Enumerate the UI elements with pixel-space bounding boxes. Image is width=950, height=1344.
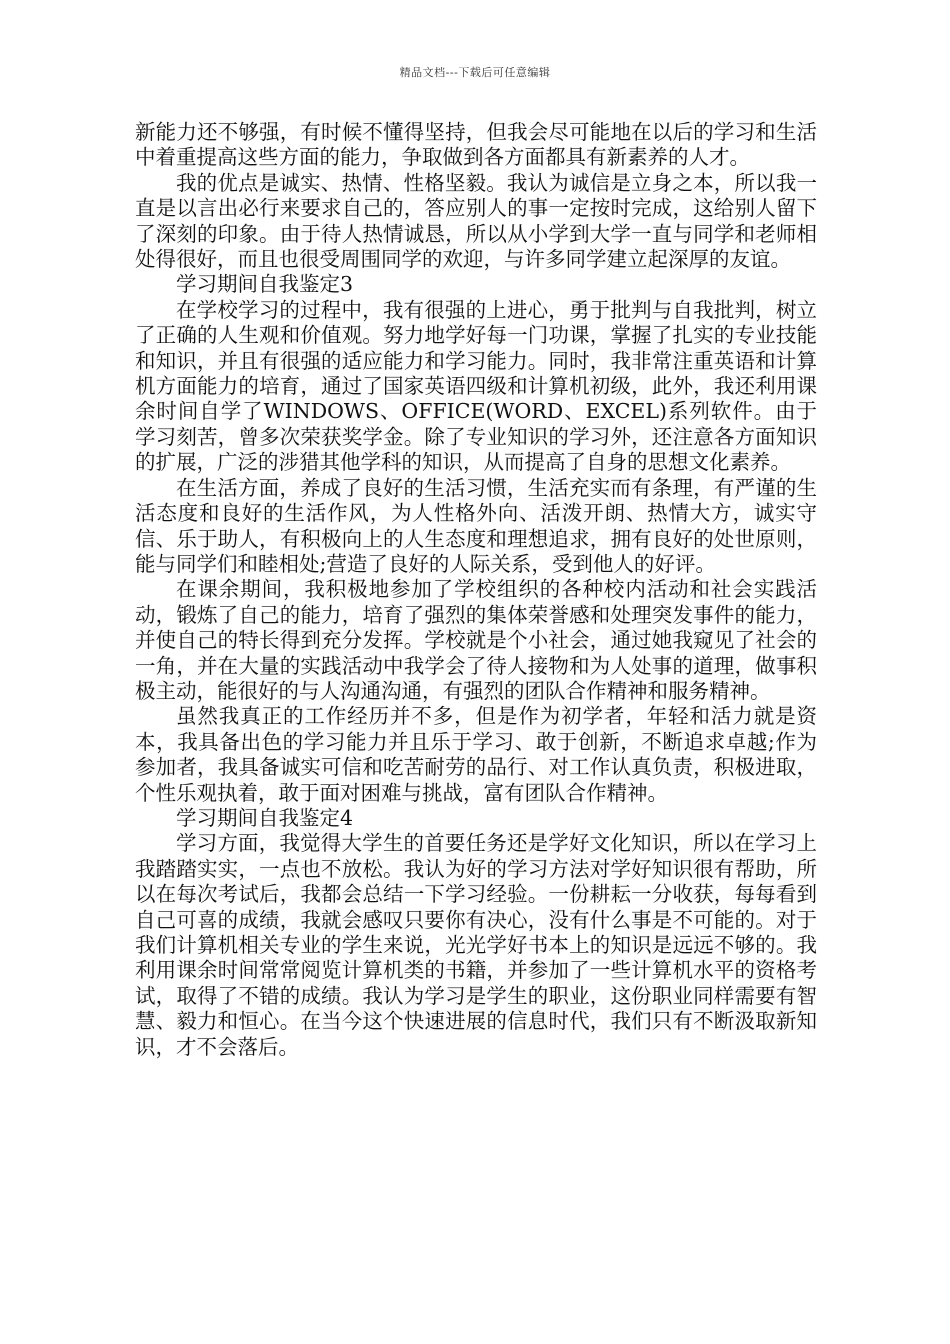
paragraph-continuation: 新能力还不够强，有时候不懂得坚持，但我会尽可能地在以后的学习和生活中着重提高这些方面的能力，争取做到各方面都具有新素养的人才。 (135, 120, 817, 170)
document-body (135, 120, 817, 1060)
paragraph-study: 在学校学习的过程中，我有很强的上进心，勇于批判与自我批判，树立了正确的人生观和价值观。努力地学好每一门功课，掌握了扎实的专业技能和知识，并且有很强的适应能力和学习能力。同时，我非常注重英语和计算机方面能力的培育，通过了国家英语四级和计算机初级，此外，我还利用课余时间自学了WINDOWS、OFFICE(WORD、EXCEL)系列软件。由于学习刻苦，曾多次荣获奖学金。除了专业知识的学习外，还注意各方面知识的扩展，广泛的涉猎其他学科的知识，从而提高了自身的思想文化素养。 (135, 297, 817, 475)
section-heading-4: 学习期间自我鉴定4 (176, 805, 354, 830)
page-header: 精品文档---下载后可任意编辑 (399, 66, 551, 79)
paragraph-experience: 虽然我真正的工作经历并不多，但是作为初学者，年轻和活力就是资本，我具备出色的学习能力并且乐于学习、敢于创新，不断追求卓越;作为参加者，我具备诚实可信和吃苦耐劳的品行、对工作认真负责，积极进取，个性乐观执着，敢于面对困难与挑战，富有团队合作精神。 (135, 704, 817, 805)
paragraph-activities: 在课余期间，我积极地参加了学校组织的各种校内活动和社会实践活动，锻炼了自己的能力，培育了强烈的集体荣誉感和处理突发事件的能力，并使自己的特长得到充分发挥。学校就是个小社会，通过她我窥见了社会的一角，并在大量的实践活动中我学会了待人接物和为人处事的道理，做事积极主动，能很好的与人沟通沟通，有强烈的团队合作精神和服务精神。 (135, 577, 817, 703)
paragraph-learning: 学习方面，我觉得大学生的首要任务还是学好文化知识，所以在学习上我踏踏实实，一点也不放松。我认为好的学习方法对学好知识很有帮助，所以在每次考试后，我都会总结一下学习经验。一份耕耘一分收获，每每看到自己可喜的成绩，我就会感叹只要你有决心，没有什么事是不可能的。对于我们计算机相关专业的学生来说，光光学好书本上的知识是远远不够的。我利用课余时间常常阅览计算机类的书籍，并参加了一些计算机水平的资格考试，取得了不错的成绩。我认为学习是学生的职业，这份职业同样需要有智慧、毅力和恒心。在当今这个快速进展的信息时代，我们只有不断汲取新知识，才不会落后。 (135, 831, 817, 1059)
paragraph-strengths: 我的优点是诚实、热情、性格坚毅。我认为诚信是立身之本，所以我一直是以言出必行来要求自己的，答应别人的事一定按时完成，这给别人留下了深刻的印象。由于待人热情诚恳，所以从小学到大学一直与同学和老师相处得很好，而且也很受周围同学的欢迎，与许多同学建立起深厚的友谊。 (135, 170, 817, 272)
paragraph-life: 在生活方面，养成了良好的生活习惯，生活充实而有条理，有严谨的生活态度和良好的生活作风，为人性格外向、活泼开朗、热情大方，诚实守信、乐于助人，有积极向上的人生态度和理想追求，拥有良好的处世原则，能与同学们和睦相处;营造了良好的人际关系，受到他人的好评。 (135, 475, 817, 576)
section-heading-3: 学习期间自我鉴定3 (176, 272, 354, 297)
